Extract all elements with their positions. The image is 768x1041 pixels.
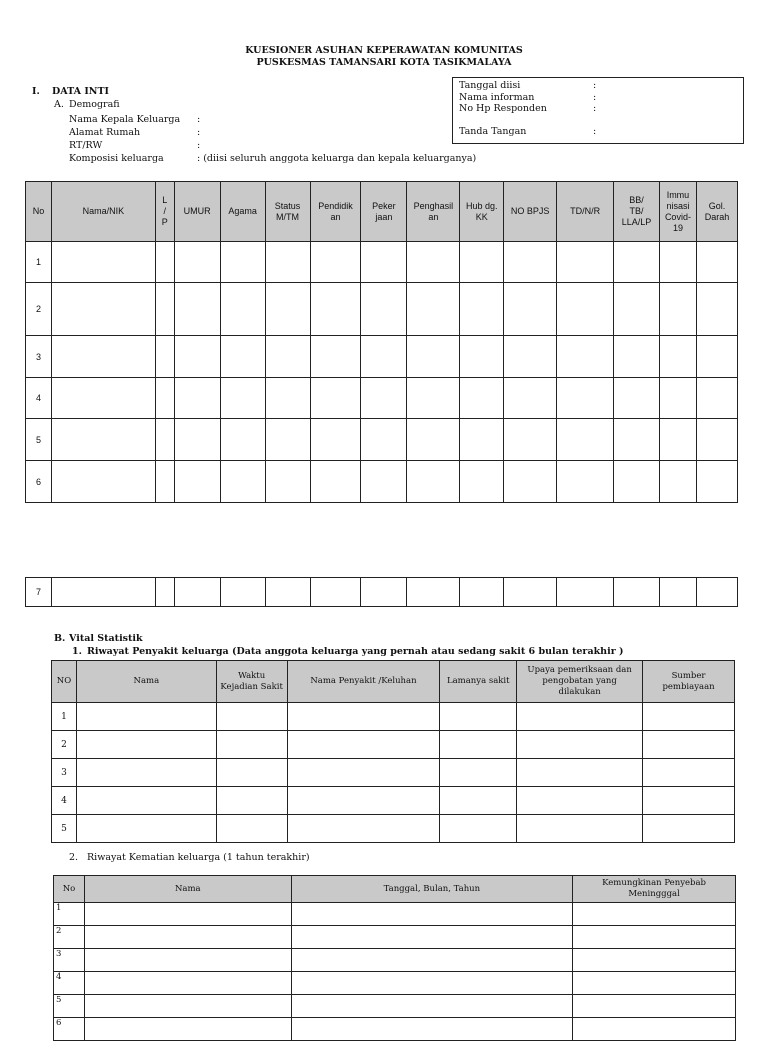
input-cell[interactable] [310,242,361,283]
input-cell[interactable] [440,759,517,787]
input-cell[interactable] [557,461,614,503]
input-cell[interactable] [407,283,460,336]
input-cell[interactable] [291,903,573,926]
input-cell[interactable] [51,578,155,607]
row-number: 1 [26,242,52,283]
section-i-number: I. [32,86,40,97]
column-header: L / P [155,182,174,242]
column-header: UMUR [174,182,220,242]
input-cell[interactable] [287,759,440,787]
table-row [26,378,738,419]
field-colon-komposisi: : (diisi seluruh anggota keluarga dan kepala keluarganya) [197,153,477,164]
column-header: Peker jaan [361,182,407,242]
input-cell[interactable] [84,949,291,972]
table-row [52,703,735,731]
input-cell[interactable] [517,815,643,843]
input-cell[interactable] [220,419,265,461]
column-header: Hub dg. KK [460,182,504,242]
info-colon-ttd: : [593,126,597,137]
input-cell[interactable] [76,759,216,787]
input-cell[interactable] [84,903,291,926]
column-header: Nama Penyakit /Keluhan [287,661,440,703]
column-header: Tanggal, Bulan, Tahun [291,876,573,903]
input-cell[interactable] [291,995,573,1018]
input-cell[interactable] [310,419,361,461]
input-cell[interactable] [643,703,735,731]
input-cell[interactable] [174,378,220,419]
column-header: Gol. Darah [696,182,737,242]
input-cell[interactable] [460,242,504,283]
input-cell[interactable] [265,419,310,461]
input-cell[interactable] [460,336,504,378]
family-members-table-continued [25,577,738,607]
column-header: Upaya pemeriksaan dan pengobatan yang dilakukan [517,661,643,703]
row-number: 6 [26,461,52,503]
row-number: 3 [52,759,77,787]
input-cell[interactable] [155,419,174,461]
input-cell[interactable] [361,242,407,283]
field-label-komposisi: Komposisi keluarga [69,153,164,164]
row-number: 2 [54,926,85,949]
input-cell[interactable] [696,419,737,461]
field-label-alamat: Alamat Rumah [69,127,141,138]
row-number: 6 [54,1018,85,1041]
row-number: 1 [54,903,85,926]
input-cell[interactable] [696,242,737,283]
info-colon-informan: : [593,92,597,103]
row-number: 5 [54,995,85,1018]
column-header: NO BPJS [504,182,557,242]
column-header: Penghasil an [407,182,460,242]
row-number: 2 [26,283,52,336]
row-number: 5 [52,815,77,843]
input-cell[interactable] [291,926,573,949]
column-header: Status M/TM [265,182,310,242]
input-cell[interactable] [84,972,291,995]
info-label-ttd: Tanda Tangan [459,126,527,137]
input-cell[interactable] [216,815,287,843]
column-header: Agama [220,182,265,242]
table-row [52,731,735,759]
row-number: 2 [52,731,77,759]
input-cell[interactable] [310,461,361,503]
input-cell[interactable] [287,815,440,843]
section-b-label: Vital Statistik [69,633,143,644]
input-cell[interactable] [310,336,361,378]
subsection-b1-label: Riwayat Penyakit keluarga (Data anggota keluarga yang pernah atau sedang sakit 6 bulan terakhir ) [87,646,624,657]
input-cell[interactable] [573,926,736,949]
column-header: Nama [84,876,291,903]
input-cell[interactable] [440,731,517,759]
input-cell[interactable] [361,336,407,378]
table-row [26,419,738,461]
input-cell[interactable] [174,283,220,336]
field-label-kepala-keluarga: Nama Kepala Keluarga [69,114,181,125]
column-header: No [54,876,85,903]
field-colon-rtrw: : [197,140,201,151]
input-cell[interactable] [155,283,174,336]
input-cell[interactable] [643,787,735,815]
section-i-label: DATA INTI [52,86,109,97]
column-header: No [26,182,52,242]
input-cell[interactable] [155,378,174,419]
input-cell[interactable] [614,336,660,378]
input-cell[interactable] [504,419,557,461]
input-cell[interactable] [361,378,407,419]
input-cell[interactable] [287,703,440,731]
row-number: 3 [26,336,52,378]
input-cell[interactable] [407,336,460,378]
input-cell[interactable] [51,419,155,461]
input-cell[interactable] [440,703,517,731]
column-header: Lamanya sakit [440,661,517,703]
input-cell[interactable] [614,283,660,336]
subsection-a-letter: A. [54,99,64,110]
row-number: 1 [52,703,77,731]
input-cell[interactable] [265,461,310,503]
table-header-row [52,661,735,703]
input-cell[interactable] [517,787,643,815]
row-number: 4 [52,787,77,815]
table-header-row [54,876,736,903]
input-cell[interactable] [407,461,460,503]
table-row [54,949,736,972]
input-cell[interactable] [696,336,737,378]
input-cell[interactable] [659,461,696,503]
input-cell[interactable] [287,731,440,759]
input-cell[interactable] [287,787,440,815]
input-cell[interactable] [696,283,737,336]
column-header: Waktu Kejadian Sakit [216,661,287,703]
info-label-hp: No Hp Responden [459,103,547,114]
input-cell[interactable] [76,731,216,759]
input-cell[interactable] [51,242,155,283]
input-cell[interactable] [220,378,265,419]
input-cell[interactable] [174,242,220,283]
input-cell[interactable] [310,283,361,336]
input-cell[interactable] [659,378,696,419]
input-cell[interactable] [216,759,287,787]
input-cell[interactable] [614,461,660,503]
disease-history-table [51,660,735,843]
input-cell[interactable] [174,336,220,378]
table-row [54,995,736,1018]
row-number: 3 [54,949,85,972]
table-row [26,578,738,607]
input-cell[interactable] [573,972,736,995]
info-colon-tanggal: : [593,80,597,91]
input-cell[interactable] [643,815,735,843]
field-colon-alamat: : [197,127,201,138]
table-row [26,336,738,378]
input-cell[interactable] [517,759,643,787]
input-cell[interactable] [155,242,174,283]
input-cell[interactable] [557,283,614,336]
input-cell[interactable] [84,995,291,1018]
column-header: Immu nisasi Covid- 19 [659,182,696,242]
input-cell[interactable] [76,703,216,731]
input-cell[interactable] [504,336,557,378]
input-cell[interactable] [440,787,517,815]
input-cell[interactable] [573,1018,736,1041]
input-cell[interactable] [84,1018,291,1041]
input-cell[interactable] [76,787,216,815]
input-cell[interactable] [659,283,696,336]
input-cell[interactable] [557,336,614,378]
form-title-line1: KUESIONER ASUHAN KEPERAWATAN KOMUNITAS [245,45,523,56]
input-cell[interactable] [696,578,737,607]
input-cell[interactable] [291,949,573,972]
input-cell[interactable] [51,461,155,503]
input-cell[interactable] [504,242,557,283]
section-b-letter: B. [54,633,66,644]
info-label-informan: Nama informan [459,92,535,103]
input-cell[interactable] [460,578,504,607]
input-cell[interactable] [265,336,310,378]
input-cell[interactable] [407,378,460,419]
input-cell[interactable] [361,461,407,503]
input-cell[interactable] [216,703,287,731]
input-cell[interactable] [573,903,736,926]
column-header: Nama/NIK [51,182,155,242]
column-header: TD/N/R [557,182,614,242]
input-cell[interactable] [291,1018,573,1041]
column-header: Nama [76,661,216,703]
input-cell[interactable] [361,419,407,461]
input-cell[interactable] [460,283,504,336]
input-cell[interactable] [155,461,174,503]
input-cell[interactable] [220,578,265,607]
input-cell[interactable] [557,578,614,607]
field-colon-kepala-keluarga: : [197,114,201,125]
table-row [52,759,735,787]
input-cell[interactable] [216,787,287,815]
column-header: Pendidik an [310,182,361,242]
input-cell[interactable] [84,926,291,949]
input-cell[interactable] [460,461,504,503]
input-cell[interactable] [573,949,736,972]
subsection-b1-number: 1. [72,646,82,657]
subsection-b2-label: Riwayat Kematian keluarga (1 tahun terakhir) [87,852,310,863]
input-cell[interactable] [659,419,696,461]
input-cell[interactable] [557,242,614,283]
info-colon-hp: : [593,103,597,114]
table-row [26,461,738,503]
form-title-line2: PUSKESMAS TAMANSARI KOTA TASIKMALAYA [256,57,512,68]
subsection-a-label: Demografi [69,99,120,110]
input-cell[interactable] [460,378,504,419]
input-cell[interactable] [557,419,614,461]
input-cell[interactable] [659,242,696,283]
input-cell[interactable] [557,378,614,419]
input-cell[interactable] [614,419,660,461]
input-cell[interactable] [614,578,660,607]
table-row [26,242,738,283]
input-cell[interactable] [220,242,265,283]
info-label-tanggal: Tanggal diisi [459,80,521,91]
input-cell[interactable] [504,461,557,503]
input-cell[interactable] [174,461,220,503]
input-cell[interactable] [361,283,407,336]
input-cell[interactable] [504,578,557,607]
column-header: BB/ TB/ LLA/LP [614,182,660,242]
input-cell[interactable] [659,336,696,378]
row-number: 7 [26,578,52,607]
input-cell[interactable] [361,578,407,607]
input-cell[interactable] [310,378,361,419]
input-cell[interactable] [517,703,643,731]
input-cell[interactable] [220,336,265,378]
table-row [54,972,736,995]
input-cell[interactable] [51,336,155,378]
field-label-rtrw: RT/RW [69,140,103,151]
input-cell[interactable] [310,578,361,607]
input-cell[interactable] [265,578,310,607]
input-cell[interactable] [265,283,310,336]
death-history-table [53,875,736,1041]
input-cell[interactable] [573,995,736,1018]
table-row [54,903,736,926]
input-cell[interactable] [155,336,174,378]
input-cell[interactable] [696,461,737,503]
row-number: 5 [26,419,52,461]
input-cell[interactable] [51,283,155,336]
column-header: Kemungkinan Penyebab Meningggal [573,876,736,903]
input-cell[interactable] [291,972,573,995]
input-cell[interactable] [407,242,460,283]
input-cell[interactable] [407,578,460,607]
input-cell[interactable] [155,578,174,607]
family-members-table [25,181,738,503]
input-cell[interactable] [265,378,310,419]
input-cell[interactable] [216,731,287,759]
input-cell[interactable] [407,419,460,461]
input-cell[interactable] [440,815,517,843]
input-cell[interactable] [696,378,737,419]
input-cell[interactable] [220,461,265,503]
input-cell[interactable] [643,731,735,759]
input-cell[interactable] [504,283,557,336]
table-row [54,1018,736,1041]
row-number: 4 [26,378,52,419]
table-row [54,926,736,949]
column-header: Sumber pembiayaan [643,661,735,703]
input-cell[interactable] [174,578,220,607]
row-number: 4 [54,972,85,995]
input-cell[interactable] [660,578,697,607]
input-cell[interactable] [174,419,220,461]
input-cell[interactable] [504,378,557,419]
input-cell[interactable] [76,815,216,843]
input-cell[interactable] [460,419,504,461]
input-cell[interactable] [265,242,310,283]
table-row [52,815,735,843]
input-cell[interactable] [614,242,660,283]
input-cell[interactable] [614,378,660,419]
input-cell[interactable] [220,283,265,336]
input-cell[interactable] [517,731,643,759]
table-row [26,283,738,336]
subsection-b2-number: 2. [69,852,79,863]
input-cell[interactable] [51,378,155,419]
table-row [52,787,735,815]
input-cell[interactable] [643,759,735,787]
column-header: NO [52,661,77,703]
table-header-row [26,182,738,242]
